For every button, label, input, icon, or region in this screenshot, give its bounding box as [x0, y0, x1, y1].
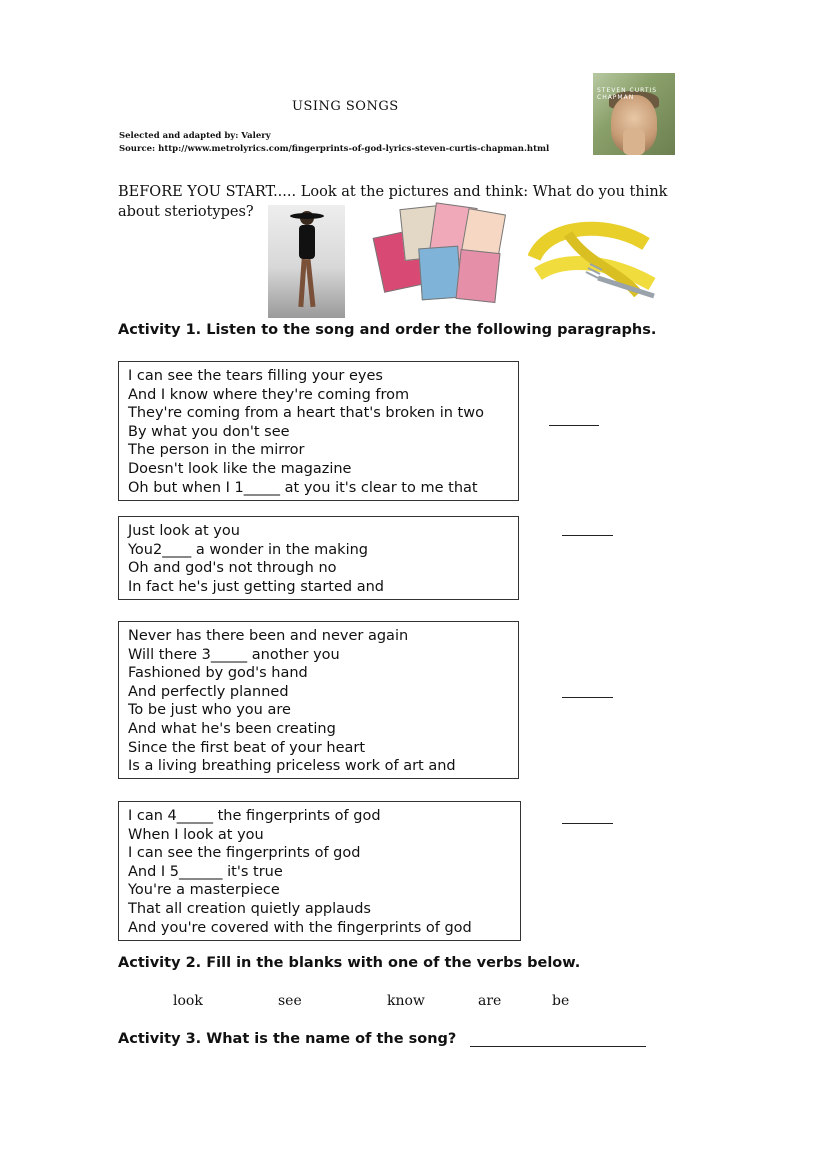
lyrics-paragraph-box: [118, 621, 519, 779]
lyric-line: Doesn't look like the magazine: [128, 460, 352, 477]
lyric-line: They're coming from a heart that's broken in two: [128, 405, 484, 422]
magazine-cover: [455, 249, 500, 303]
lyrics-paragraph-box: [118, 516, 519, 600]
lyric-line: Will there 3_____ another you: [128, 646, 340, 663]
activity-2-heading: Activity 2. Fill in the blanks with one of the verbs below.: [118, 955, 581, 971]
verb-option: see: [278, 993, 302, 1009]
verb-option: know: [387, 993, 425, 1009]
order-answer-blank[interactable]: [562, 697, 613, 698]
lyric-line: And I 5______ it's true: [128, 863, 283, 880]
album-cover-image: [593, 73, 675, 155]
source-credit: Source: http://www.metrolyrics.com/fingerprints-of-god-lyrics-steven-curtis-chapman.html: [119, 144, 550, 154]
lyric-line: To be just who you are: [128, 702, 291, 719]
lyric-line: Never has there been and never again: [128, 628, 409, 644]
order-answer-blank[interactable]: [562, 823, 613, 824]
lyric-line: I can see the tears filling your eyes: [128, 368, 383, 384]
lyric-line: Fashioned by god's hand: [128, 665, 308, 682]
page-title: USING SONGS: [292, 99, 399, 114]
lyric-line: Just look at you: [128, 523, 240, 539]
model-hat: [290, 213, 324, 219]
measuring-tape-image: [528, 214, 656, 302]
lyric-line: Oh and god's not through no: [128, 560, 337, 577]
lyric-line: In fact he's just getting started and: [128, 578, 384, 595]
lyrics-paragraph-box: [118, 361, 519, 501]
lyric-line: That all creation quietly applauds: [128, 900, 371, 917]
lyric-line: Since the first beat of your heart: [128, 739, 366, 756]
album-hand-shape: [623, 129, 645, 155]
verb-option: be: [552, 993, 570, 1009]
model-swimsuit: [299, 225, 315, 259]
lyric-line: I can see the fingerprints of god: [128, 845, 361, 862]
model-figure: [296, 211, 318, 311]
runway-model-image: [268, 205, 345, 318]
activity-1-heading: Activity 1. Listen to the song and order the following paragraphs.: [118, 322, 657, 338]
lyric-line: The person in the mirror: [128, 442, 305, 459]
author-credit: Selected and adapted by: Valery: [119, 131, 271, 141]
lyric-line: I can 4_____ the fingerprints of god: [128, 808, 381, 824]
order-answer-blank[interactable]: [549, 425, 599, 426]
lyric-line: When I look at you: [128, 826, 264, 843]
activity-3-heading: Activity 3. What is the name of the song?: [118, 1031, 457, 1047]
lyric-line: And what he's been creating: [128, 720, 336, 737]
verb-option: look: [173, 993, 203, 1009]
order-answer-blank[interactable]: [562, 535, 613, 536]
verb-option: are: [478, 993, 502, 1009]
song-name-answer-blank[interactable]: [470, 1046, 646, 1047]
lyric-line: You2____ a wonder in the making: [128, 541, 369, 558]
lyric-line: Oh but when I 1_____ at you it's clear to me that: [128, 479, 478, 496]
lyric-line: By what you don't see: [128, 423, 290, 440]
lyric-line: And I know where they're coming from: [128, 386, 410, 403]
lyric-line: Is a living breathing priceless work of art and: [128, 758, 456, 775]
lyric-line: And perfectly planned: [128, 683, 289, 700]
model-leg-right: [306, 259, 316, 307]
lyric-line: You're a masterpiece: [128, 882, 280, 899]
lyric-line: And you're covered with the fingerprints of god: [128, 919, 472, 936]
lyrics-paragraph-box: [118, 801, 521, 941]
magazines-image: [372, 203, 504, 301]
before-you-start-text: BEFORE YOU START..... Look at the pictures and think: What do you think about steriotypes?: [118, 184, 668, 220]
album-artist-text: STEVEN CURTIS CHAPMAN: [597, 87, 658, 101]
